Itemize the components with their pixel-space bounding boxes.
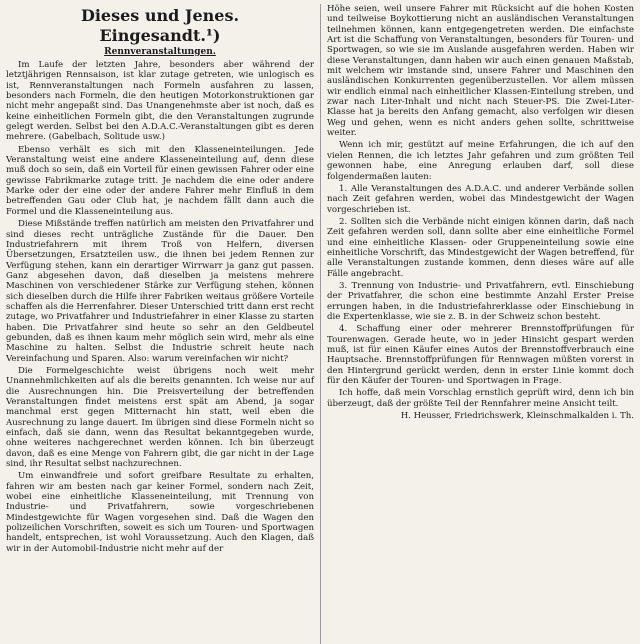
paragraph: Die Formelgeschichte weist übrigens noch weit mehr Unannehmlichkeiten auf als die bereits genannten. Ich weise nur auf die Ausrechnungen hin. Die Preisverteilung der betreffenden Veranstaltungen findet meistens erst spät am Abend, ja sogar manchmal erst gegen Mitternacht hin statt, weil eben die Ausrechnung zu lange dauert. Im übrigen sind diese Formeln nicht so einfach, daß sie dann, wenn das Resultat bekanntgegeben wurde, ohne weiteres nachgerechnet werden können. Ich bin überzeugt davon, daß es eine Menge von Fahrern gibt, die gar nicht in der Lage sind, ihr Resultat selbst nachzurechnen. bbox=[6, 365, 314, 470]
numbered-point: 2. Sollten sich die Verbände nicht einigen können darin, daß nach Zeit gefahren werden soll, dann sollte aber eine einheitliche Formel und eine einheitliche Klassen- oder Gruppeneinteilung sowie eine einheitliche Vorschrift, das Mindestgewicht der Wagen betreffend, für alle Veranstaltungen zustande kommen, denn dieses wäre auf alle Fälle angebracht. bbox=[327, 216, 634, 279]
numbered-point: 4. Schaffung einer oder mehrerer Brennstoffprüfungen für Tourenwagen. Gerade heute, wo in jeder Hinsicht gespart werden muß, ist für einen Käufer eines Autos der Brennstoffverbrauch eine Hauptsache. Brennstoffprüfungen für Rennwagen müßten vorerst in den Hintergrund gerückt werden, denn in erster Linie kommt doch für den Käufer der Touren- und Sportwagen in Frage. bbox=[327, 324, 634, 387]
numbered-point: 3. Trennung von Industrie- und Privatfahrern, evtl. Einschiebung der Privatfahrer, die schon eine bestimmte Anzahl Erster Preise errungen haben, in die Industriefahrerklasse oder Einschiebung in die Expertenklasse, wie sie z. B. in der Schweiz schon besteht. bbox=[327, 280, 634, 322]
author-signature: H. Heusser, Friedrichswerk, Kleinschmalkalden i. Th. bbox=[400, 411, 634, 422]
paragraph: Im Laufe der letzten Jahre, besonders aber während der letztjährigen Rennsaison, ist klar zutage getreten, wie unlogisch es ist, Rennveranstaltungen nach Formeln ausfahren zu lassen, besonders nach Formeln, die den heutigen Motorkonstruktionen gar nicht mehr angepaßt sind. Das Unangenehmste aber ist noch, daß es keine einheitlichen Formeln gibt, die den Veranstaltungen zugrunde gelegt werden. Selbst bei den A.D.A.C.-Veranstaltungen gibt es deren mehrere. (Gabelbach, Solitude usw.) bbox=[6, 60, 314, 143]
paragraph: Ebenso verhält es sich mit den Klasseneinteilungen. Jede Veranstaltung weist eine andere Klasseneinteilung auf, denn diese muß doch so sein, daß ein Vorteil für einen gewissen Fahrer oder eine gewisse Fabrikmarke zutage tritt. Je nachdem die eine oder andere Marke oder der eine oder der andere Fahrer mehr Einfluß in dem betreffenden Gau oder Club hat, je nachdem fällt dann auch die Formel und die Klasseneinteilung aus. bbox=[6, 144, 314, 217]
paragraph: Ich hoffe, daß mein Vorschlag ernstlich geprüft wird, denn ich bin überzeugt, daß der größte Teil der Rennfahrer meine Ansicht teilt. bbox=[327, 388, 634, 409]
paragraph: Höhe seien, weil unsere Fahrer mit Rücksicht auf die hohen Kosten und teilweise Boykottierung nicht an ausländischen Veranstaltungen teilnehmen können, kann entgegengetreten werden. Die einfachste Art ist die Schaffung von Veranstaltungen, besonders für Touren- und Sportwagen, so wie sie im Auslande ausgefahren werden. Haben wir diese Veranstaltungen, dann haben wir auch einen genauen Maßstab, mit welchem wir imstande sind, unsere Fahrer und Maschinen den ausländischen Konkurrenten gegenüberzustellen. Vor allem müssen wir endlich einmal nach einheitlicher Klassen-Einteilung streben, und zwar nach Liter-Inhalt und nicht nach Steuer-PS. Die Zwei-Liter-Klasse hat ja bereits den Anfang gemacht, also verfolgen wir diesen Weg und gehen, wenn es nicht anders gehen sollte, schrittweise weiter. bbox=[327, 4, 634, 139]
paragraph: Diese Mißstände treffen natürlich am meisten den Privatfahrer und sind dieses recht unträgliche Zustände für die Dauer. Den Industriefahrern mit ihrem Troß von Helfern, diversen Übersetzungen, Ersatzteilen usw., die ihnen bei jedem Rennen zur Verfügung stehen, kann ein derartiger Wirrwarr ja ganz gut passen. Ganz abgesehen davon, daß dieselben ja meistens mehrere Maschinen von verschiedener Stärke zur Verfügung stehen, können sich dieselben durch die Hilfe ihrer Fabriken weitaus größere Vorteile schaffen als die Herrenfahrer. Dieser Unterschied tritt dann erst recht zutage, wo Privatfahrer und Industriefahrer in einer Klasse zu starten haben. Die Privatfahrer sind heute so sehr an den Geldbeutel gebunden, daß es ihnen kaum mehr möglich sein wird, mehr als eine Maschine zu halten. Selbst die Industrie schreit heute nach Vereinfachung und Sparen. Also: warum vereinfachen wir nicht? bbox=[6, 219, 314, 364]
paragraph: Wenn ich mir, gestützt auf meine Erfahrungen, die ich auf den vielen Rennen, die ich letztes Jahr gefahren und zum größten Teil gewonnen habe, eine Anregung erlauben darf, soll diese folgendermaßen lauten: bbox=[327, 140, 634, 182]
numbered-point: 1. Alle Veranstaltungen des A.D.A.C. und anderer Verbände sollen nach Zeit gefahren werden, wobei das Mindestgewicht der Wagen vorgeschrieben ist. bbox=[327, 183, 634, 215]
section-heading: Rennveranstaltungen. bbox=[104, 47, 216, 57]
right-column bbox=[320, 4, 634, 644]
article-title: Dieses und Jenes. bbox=[80, 6, 240, 25]
left-column bbox=[6, 4, 320, 644]
paragraph: Um einwandfreie und sofort greifbare Resultate zu erhalten, fahren wir am besten nach gar keiner Formel, sondern nach Zeit, wobei eine einheitliche Klasseneinteilung, mit Trennung von Industrie- und Privatfahrern, sowie vorgeschriebenen Mindestgewichte für Wagen vorgesehen sind. Daß die Wagen den polizeilichen Vorschriften, soweit es sich um Touren- und Sportwagen handelt, entsprechen, ist wohl Voraussetzung. Auch den Klagen, daß wir in der Automobil-Industrie nicht mehr auf der bbox=[6, 471, 314, 554]
article-subtitle: Eingesandt.¹) bbox=[99, 26, 221, 45]
